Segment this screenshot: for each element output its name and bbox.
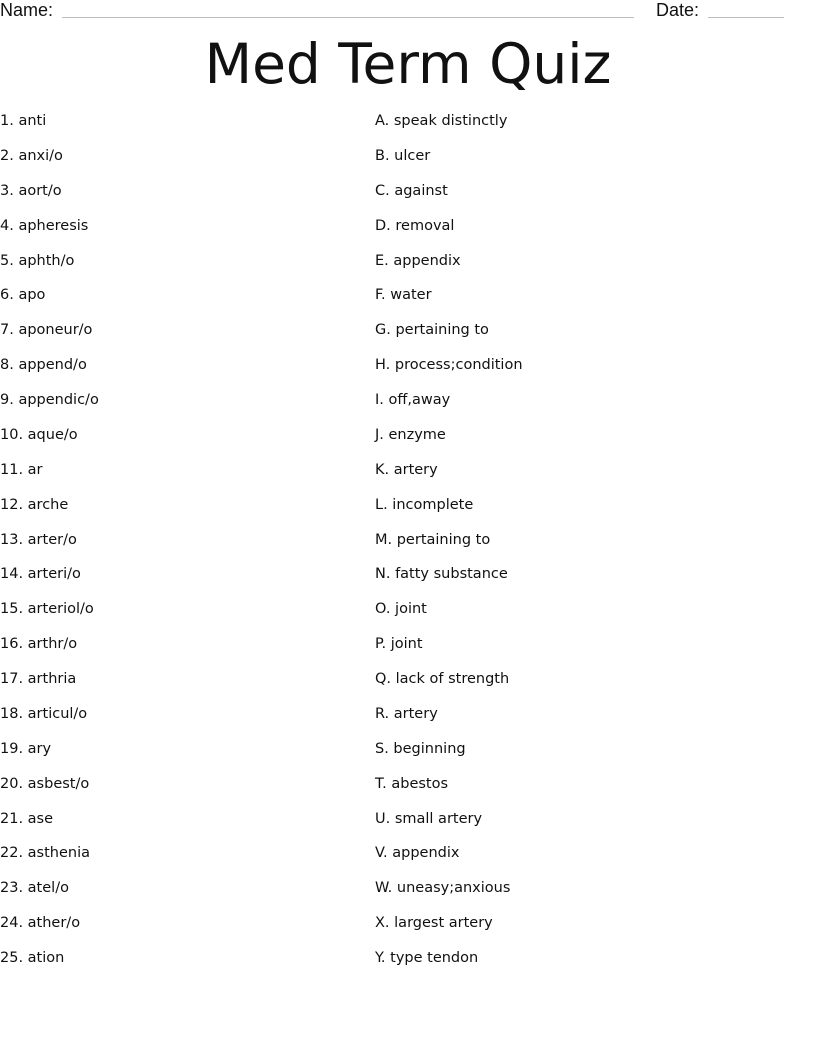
term-item: 9. appendic/o <box>0 392 99 408</box>
definition-item: P. joint <box>375 636 423 653</box>
term-item: 6. apo <box>0 287 46 304</box>
definition-item: H. process;condition <box>375 357 523 374</box>
definition-item: D. removal <box>375 217 455 234</box>
definition-item: F. water <box>375 287 432 304</box>
term-item: 3. aort/o <box>0 182 62 199</box>
definition-item: S. beginning <box>375 740 466 757</box>
term-item: 5. aphth/o <box>0 252 75 269</box>
name-label: Name: <box>0 0 54 20</box>
term-item: 14. arteri/o <box>0 566 81 583</box>
term-item: 1. anti <box>0 113 47 129</box>
term-item: 23. atel/o <box>0 880 69 897</box>
definition-item: N. fatty substance <box>375 566 508 583</box>
term-item: 2. anxi/o <box>0 147 63 164</box>
definition-item: A. speak distinctly <box>375 113 508 129</box>
definition-item: L. incomplete <box>375 496 474 513</box>
definition-item: O. joint <box>375 601 427 618</box>
definition-item: E. appendix <box>375 252 461 269</box>
term-item: 12. arche <box>0 496 69 513</box>
term-item: 17. arthria <box>0 671 77 687</box>
definition-item: Y. type tendon <box>375 950 479 966</box>
date-label: Date: <box>656 0 700 20</box>
term-item: 19. ary <box>0 740 52 757</box>
page-title: Med Term Quiz <box>204 32 612 96</box>
term-item: 24. ather/o <box>0 915 81 932</box>
term-item: 21. ase <box>0 810 54 827</box>
term-item: 8. append/o <box>0 357 87 374</box>
definition-item: G. pertaining to <box>375 322 489 339</box>
definition-item: U. small artery <box>375 810 483 827</box>
definition-item: B. ulcer <box>375 147 431 164</box>
definition-item: K. artery <box>375 461 438 478</box>
term-item: 13. arter/o <box>0 531 77 548</box>
definition-item: T. abestos <box>375 775 449 792</box>
definition-item: V. appendix <box>375 845 460 862</box>
term-item: 4. apheresis <box>0 217 89 234</box>
term-item: 15. arteriol/o <box>0 601 94 618</box>
term-item: 18. articul/o <box>0 705 88 722</box>
worksheet-header <box>0 0 816 24</box>
definition-item: I. off,away <box>375 392 451 408</box>
term-item: 22. asthenia <box>0 845 91 862</box>
definitions-list <box>375 110 795 982</box>
date-field-line[interactable] <box>708 17 784 18</box>
term-item: 10. aque/o <box>0 426 78 443</box>
term-item: 11. ar <box>0 461 43 478</box>
definition-item: X. largest artery <box>375 915 493 932</box>
term-item: 20. asbest/o <box>0 775 90 792</box>
definition-item: W. uneasy;anxious <box>375 880 511 897</box>
terms-list <box>0 110 360 982</box>
term-item: 7. aponeur/o <box>0 322 93 339</box>
definition-item: M. pertaining to <box>375 531 491 548</box>
term-item: 25. ation <box>0 950 65 966</box>
definition-item: C. against <box>375 182 448 199</box>
name-field-line[interactable] <box>62 17 634 18</box>
definition-item: J. enzyme <box>375 426 446 443</box>
definition-item: R. artery <box>375 705 438 722</box>
definition-item: Q. lack of strength <box>375 671 510 687</box>
term-item: 16. arthr/o <box>0 636 78 653</box>
